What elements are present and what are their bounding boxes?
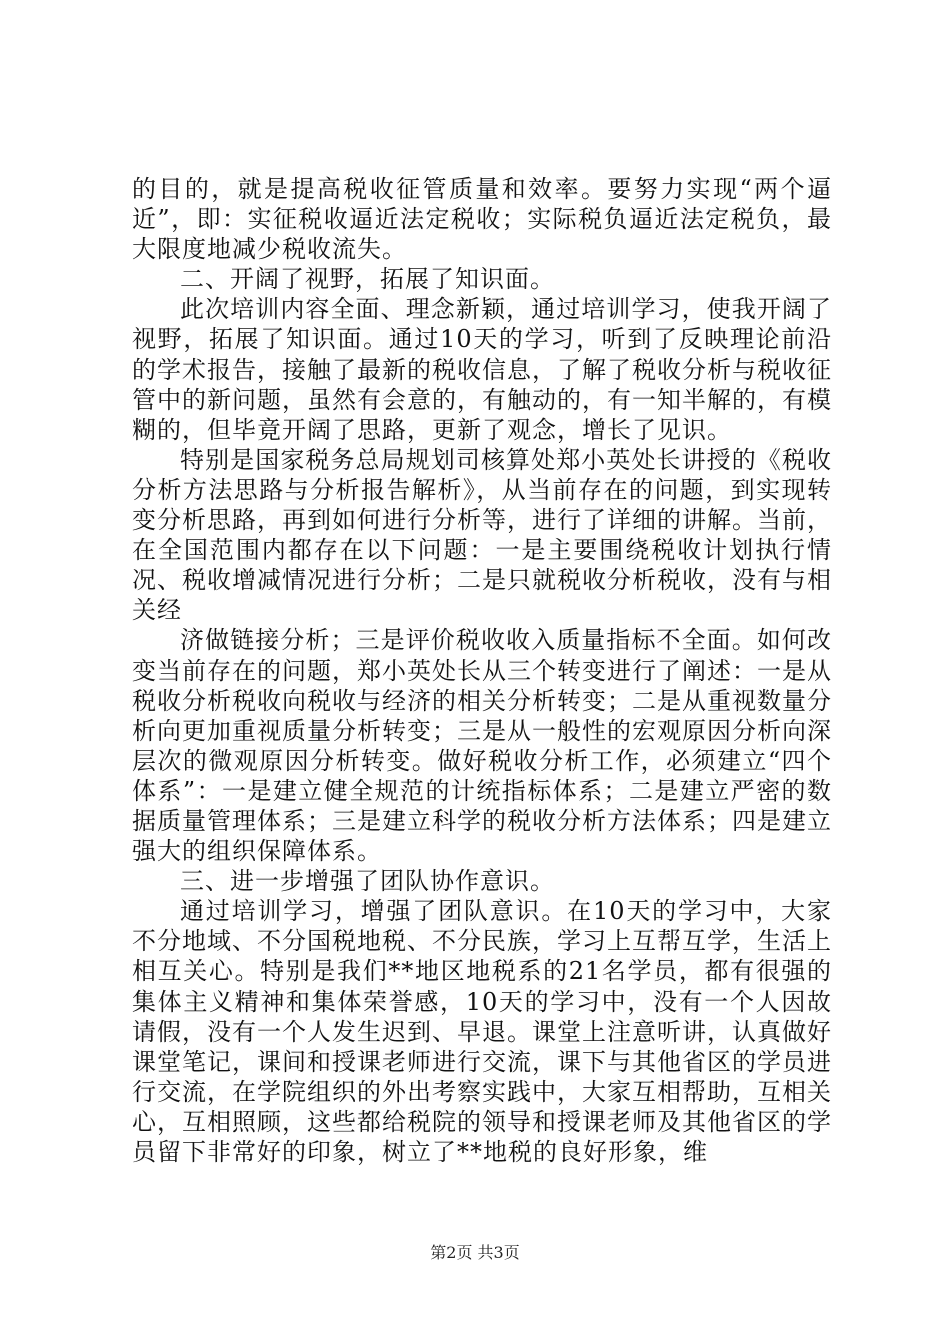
paragraph-1: 的目的，就是提高税收征管质量和效率。要努力实现“两个逼近”，即：实征税收逼近法定税收；实际税负逼近法定税负，最大限度地减少税收流失。 (132, 175, 832, 264)
section-heading-2: 二、开阔了视野，拓展了知识面。 (180, 265, 555, 294)
paragraph-5: 济做链接分析；三是评价税收收入质量指标不全面。如何改变当前存在的问题，郑小英处长从三个转变进行了阐述：一是从税收分析税收向税收与经济的相关分析转变；二是从重视数量分析向更加重视质量分析转变；三是从一般性的宏观原因分析向深层次的微观原因分析转变。做好税收分析工作，必须建立“四个体系”：一是建立健全规范的计统指标体系；二是建立严密的数据质量管理体系；三是建立科学的税收分析方法体系；四是建立强大的组织保障体系。 (132, 626, 832, 866)
section-heading-3: 三、进一步增强了团队协作意识。 (180, 867, 555, 896)
paragraph-4: 特别是国家税务总局规划司核算处郑小英处长讲授的《税收分析方法思路与分析报告解析》，从当前存在的问题，到实现转变分析思路，再到如何进行分析等，进行了详细的讲解。当前，在全国范围内都存在以下问题：一是主要围绕税收计划执行情况、税收增减情况进行分析；二是只就税收分析税收，没有与相关经 (132, 445, 832, 625)
document-body (132, 174, 832, 1167)
page-number-footer: 第2页 共3页 (430, 1243, 520, 1262)
paragraph-3: 此次培训内容全面、理念新颖，通过培训学习，使我开阔了视野，拓展了知识面。通过10天的学习，听到了反映理论前沿的学术报告，接触了最新的税收信息，了解了税收分析与税收征管中的新问题，虽然有会意的，有触动的，有一知半解的，有模糊的，但毕竟开阔了思路，更新了观念，增长了见识。 (132, 295, 832, 444)
paragraph-7: 通过培训学习，增强了团队意识。在10天的学习中，大家不分地域、不分国税地税、不分民族，学习上互帮互学，生活上相互关心。特别是我们**地区地税系的21名学员，都有很强的集体主义精神和集体荣誉感，10天的学习中，没有一个人因故请假，没有一个人发生迟到、早退。课堂上注意听讲，认真做好课堂笔记，课间和授课老师进行交流，课下与其他省区的学员进行交流，在学院组织的外出考察实践中，大家互相帮助，互相关心，互相照顾，这些都给税院的领导和授课老师及其他省区的学员留下非常好的印象，树立了**地税的良好形象，维 (132, 897, 832, 1166)
